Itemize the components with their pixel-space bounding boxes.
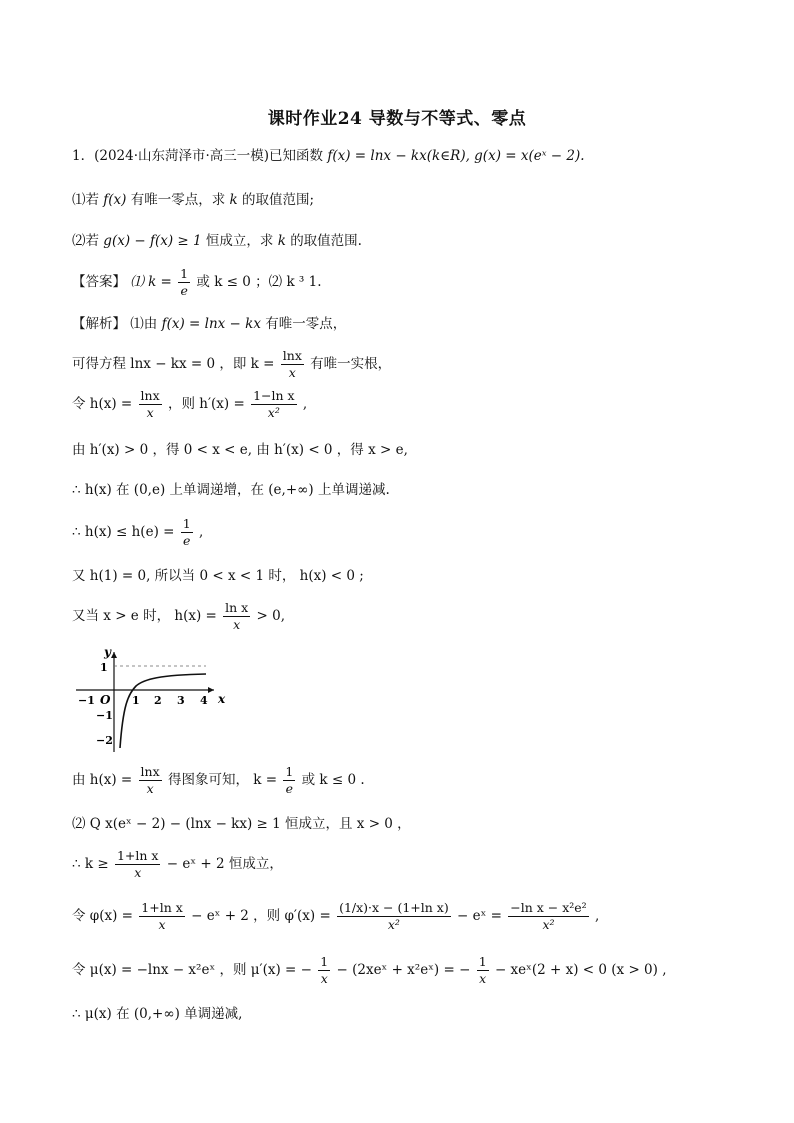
y-tick-1: 1 (100, 661, 108, 674)
analysis-line-3 (72, 386, 307, 422)
text: > 0, (256, 608, 285, 624)
text: , (198, 524, 204, 540)
question-1 (72, 190, 314, 210)
text: φ′(x) = (284, 908, 331, 924)
analysis-label: 【解析】 (72, 316, 126, 332)
fraction: $\frac{\ln x}{x}$ (140, 388, 160, 420)
analysis-line-13 (72, 952, 666, 988)
math: f(x) = lnx − kx (161, 316, 261, 332)
analysis-line-4: 由 h′(x) > 0 ，得 0 < x < e, 由 h′(x) < 0 ，得 x > e, (72, 442, 408, 458)
x-tick-2: 2 (154, 694, 162, 707)
x-tick-3: 3 (177, 694, 185, 707)
fraction: $\frac{\text{1+ln x}}{x}$ (141, 900, 183, 932)
q1-prefix: ⑴若 (72, 192, 99, 208)
analysis-line-6 (72, 514, 203, 550)
curve-hx (120, 674, 206, 748)
answer-part2: 或 k ≤ 0 ；⑵ k ³ 1. (196, 274, 322, 290)
fraction: $\frac{1}{e}$ (182, 516, 191, 548)
text: − eˣ = (457, 908, 502, 924)
text: , (594, 908, 600, 924)
fraction: $\frac{\text{(1/x)·x − (1+ln x)}}{\text{x²}}$ (339, 900, 449, 932)
text: ∴ h(x) ≤ h(e) = (72, 524, 175, 540)
fraction: $\frac{1}{x}$ (478, 954, 487, 986)
text: 有唯一零点， (265, 316, 347, 332)
analysis-line-12 (72, 898, 599, 934)
analysis-line-5: ∴ h(x) 在 (0,e) 上单调递增，在 (e,+∞) 上单调递减. (72, 482, 390, 498)
analysis-line-7: 又 h(1) = 0, 所以当 0 < x < 1 时， h(x) < 0 ; (72, 568, 364, 584)
text: − (2xeˣ + x²eˣ) = − (336, 962, 471, 978)
analysis-line-2 (72, 346, 391, 382)
text: 令 φ(x) = (72, 908, 133, 924)
q2-k: k (277, 233, 286, 249)
q2-expr: g(x) − f(x) ≥ 1 (103, 233, 202, 249)
text: − eˣ + 2 ，则 (191, 908, 281, 924)
text: 可得方程 lnx − kx = 0 ，即 k = (72, 356, 275, 372)
x-tick-4: 4 (200, 694, 208, 707)
text: ⑴由 (130, 316, 158, 332)
page-title: 课时作业24 导数与不等式、零点 (267, 109, 527, 129)
q1-k: k (229, 192, 238, 208)
x-tick-1: 1 (132, 694, 140, 707)
q1-func: f(x) (103, 192, 127, 208)
q2-prefix: ⑵若 (72, 233, 99, 249)
fraction: $\frac{1}{x}$ (320, 954, 329, 986)
y-axis-arrow (111, 652, 117, 658)
text: ，则 h′(x) = (167, 396, 245, 412)
function-graph (70, 646, 230, 754)
q1-suffix: 的取值范围; (242, 192, 315, 208)
text: 令 μ(x) = −lnx − x²eˣ ，则 μ′(x) = − (72, 962, 312, 978)
stem-functions: f(x) = lnx − kx(k∈R), g(x) = x(eˣ − 2). (327, 148, 585, 164)
answer-line (72, 264, 322, 300)
fraction: $\frac{\text{ln x}}{x}$ (225, 600, 249, 632)
fraction: $\frac{\text{1−ln x}}{\text{x²}}$ (253, 388, 295, 420)
stem-prefix: 1．(2024·山东菏泽市·高三一模)已知函数 (72, 148, 324, 164)
q2-suffix: 的取值范围. (290, 233, 362, 249)
answer-fraction: $\frac{1}{e}$ (180, 266, 189, 298)
text: 有唯一实根， (310, 356, 392, 372)
text: − xeˣ(2 + x) < 0 (x > 0) , (494, 962, 667, 978)
x-label: x (218, 692, 226, 706)
y-label: y (104, 646, 111, 659)
fraction: $\frac{1}{e}$ (285, 764, 294, 796)
text: , (302, 396, 308, 412)
text: 由 h(x) = (72, 772, 133, 788)
y-tick-neg2: −2 (96, 734, 113, 747)
origin-label: O (100, 693, 111, 707)
text: 又当 x > e 时， h(x) = (72, 608, 217, 624)
y-tick-neg1: −1 (96, 709, 113, 722)
x-tick-neg1: −1 (78, 694, 95, 707)
analysis-line-8 (72, 598, 285, 634)
problem-stem (72, 146, 585, 166)
q1-text: 有唯一零点，求 (130, 192, 226, 208)
text: 得图象可知， k = (167, 772, 278, 788)
question-2 (72, 231, 362, 251)
text: 令 h(x) = (72, 396, 133, 412)
analysis-line-10: ⑵ Q x(eˣ − 2) − (lnx − kx) ≥ 1 恒成立，且 x > 0 ， (72, 816, 411, 832)
fraction: $\frac{\ln x}{x}$ (140, 764, 160, 796)
answer-part1: ⑴ k = (130, 274, 172, 290)
fraction: $\frac{\text{1+ln x}}{x}$ (116, 848, 159, 880)
fraction: $\frac{\text{−ln x − x²e²}}{\text{x²}}$ (510, 900, 587, 932)
text: 或 k ≤ 0 . (301, 772, 365, 788)
answer-label: 【答案】 (72, 274, 126, 290)
analysis-line-14: ∴ μ(x) 在 (0,+∞) 单调递减, (72, 1006, 243, 1022)
text: ∴ k ≥ (72, 856, 109, 872)
analysis-line-1 (72, 314, 346, 334)
analysis-line-9 (72, 762, 365, 798)
q2-text: 恒成立，求 (205, 233, 274, 249)
text: − eˣ + 2 恒成立， (166, 856, 283, 872)
analysis-line-11 (72, 846, 283, 882)
fraction: $\frac{\ln x}{x}$ (282, 348, 302, 380)
x-axis-arrow (208, 687, 214, 693)
